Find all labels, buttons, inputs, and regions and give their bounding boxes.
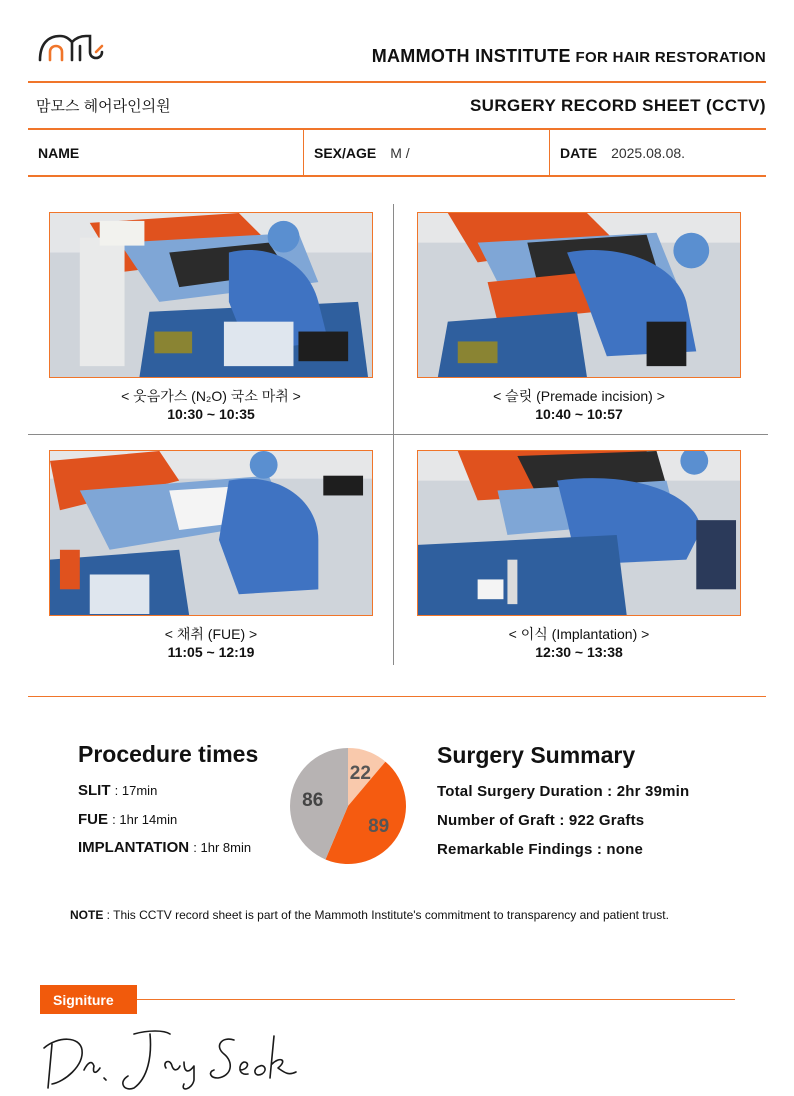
pie-data-label-0: 22 [349,763,371,785]
cctv-photo-slit [417,212,741,378]
caption-text: < 이식 (Implantation) > [508,626,650,642]
note-text: : This CCTV record sheet is part of the Mammoth Institute's commitment to transparency and patient trust. [103,908,669,922]
total-duration: Total Surgery Duration : 2hr 39min [437,783,690,800]
caption-text: < 웃음가스 (N₂O) 국소 마취 > [121,388,301,404]
caption-time: 12:30 ~ 13:38 [535,644,623,660]
summary-divider [28,696,766,697]
procedure-times-pie-chart [286,744,410,868]
brand-name [372,46,766,67]
date-cell [549,130,766,176]
photo-caption-fue [49,625,373,661]
procedure-label: FUE [78,811,108,828]
procedure-implantation [78,839,251,856]
sexage-value: M / [390,145,410,161]
sexage-label: SEX/AGE [314,145,377,161]
name-cell [28,130,303,176]
header-divider [28,81,766,83]
surgery-summary-title: Surgery Summary [437,742,636,768]
caption-time: 11:05 ~ 12:19 [167,644,255,660]
photo-caption-implantation [417,625,741,661]
photo-caption-slit [417,387,741,423]
brand-main: MAMMOTH INSTITUTE [371,46,571,66]
patient-info-row [28,130,766,176]
date-label: DATE [560,145,598,161]
signature-badge: Signiture [40,985,137,1014]
procedure-fue [78,811,177,828]
sheet-title: SURGERY RECORD SHEET (CCTV) [469,96,766,115]
procedure-slit [78,782,157,799]
graft-count: Number of Graft : 922 Grafts [437,812,645,829]
cctv-photo-anesthesia [49,212,373,378]
photo-grid-horizontal-divider [28,434,768,435]
procedure-times-title: Procedure times [78,741,259,767]
note [70,908,669,922]
brand-sub: FOR HAIR RESTORATION [575,49,766,66]
caption-time: 10:30 ~ 10:35 [167,406,255,422]
photo-caption-anesthesia [49,387,373,423]
procedure-label: IMPLANTATION [78,839,190,856]
info-bottom-divider [28,175,766,177]
handwritten-signature [38,1026,300,1092]
procedure-label: SLIT [78,782,111,799]
cctv-photo-fue [49,450,373,616]
date-value: 2025.08.08. [611,145,686,161]
procedure-value: : 1hr 14min [112,812,178,827]
pie-data-label-1: 89 [368,815,390,837]
signature-line [137,999,735,1000]
caption-text: < 슬릿 (Premade incision) > [493,388,665,404]
caption-time: 10:40 ~ 10:57 [535,406,623,422]
remarkable-findings: Remarkable Findings : none [437,841,644,858]
sexage-cell [303,130,549,176]
procedure-value: : 17min [114,783,158,798]
name-label: NAME [38,145,80,161]
caption-text: < 채취 (FUE) > [164,626,258,642]
pie-data-label-2: 86 [302,789,324,811]
mammoth-logo-icon [36,30,108,64]
cctv-photo-implantation [417,450,741,616]
procedure-value: : 1hr 8min [193,840,252,855]
clinic-korean-name: 맘모스 헤어라인의원 [36,98,171,115]
note-label: NOTE [70,908,104,922]
